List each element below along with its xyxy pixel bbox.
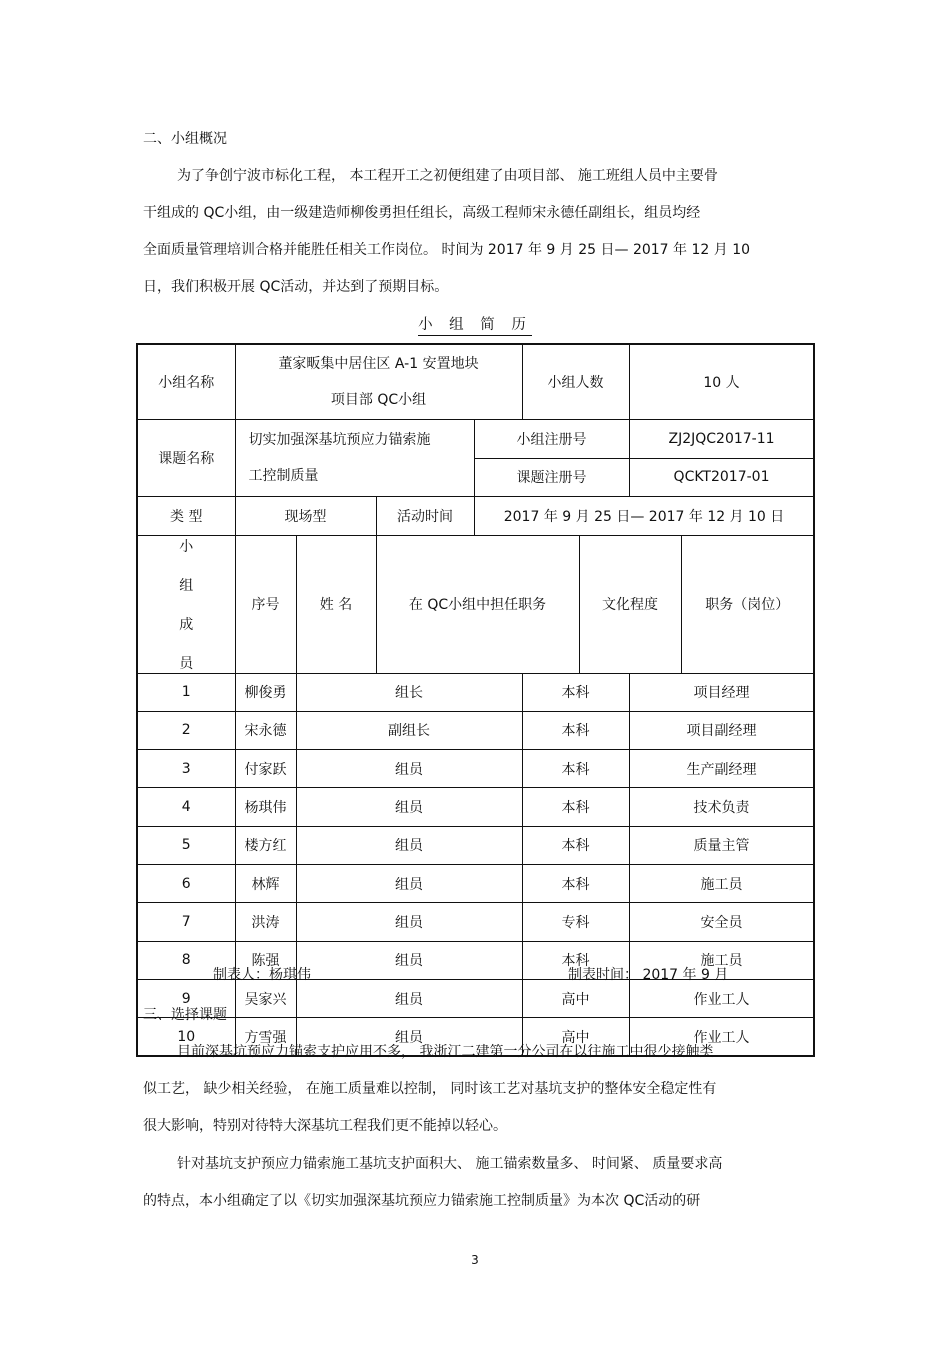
member-name: 陈强 [235, 941, 296, 979]
table-time: 制表时间： 2017 年 9 月 [568, 967, 729, 983]
paragraph-line: 的特点，本小组确定了以《切实加强深基坑预应力锚索施工控制质量》为本次 QC活动的研 [143, 1193, 701, 1209]
member-row [137, 826, 814, 864]
member-education: 本科 [522, 750, 629, 788]
paragraph-line: 很大影响，特别对待特大深基坑工程我们更不能掉以轻心。 [143, 1118, 507, 1134]
member-name: 杨琪伟 [235, 788, 296, 826]
member-name: 付家跃 [235, 750, 296, 788]
member-position: 作业工人 [629, 979, 814, 1017]
member-name: 洪涛 [235, 903, 296, 941]
table-title: 小 组 简 历 [0, 313, 950, 334]
member-index: 2 [137, 711, 235, 749]
member-education: 本科 [522, 826, 629, 864]
member-index: 10 [137, 1018, 235, 1056]
paragraph-line: 目前深基坑预应力锚索支护应用不多， 我浙江二建第一分公司在以往施工中很少接触类 [177, 1044, 714, 1060]
member-role: 组员 [296, 979, 522, 1017]
member-position: 施工员 [629, 941, 814, 979]
member-index: 4 [137, 788, 235, 826]
member-name: 柳俊勇 [235, 673, 296, 711]
member-role: 副组长 [296, 711, 522, 749]
member-index: 7 [137, 903, 235, 941]
member-position: 施工员 [629, 864, 814, 902]
group-name-label: 小组名称 [137, 344, 235, 419]
topic-value: 切实加强深基坑预应力锚索施 工控制质量 [235, 419, 474, 496]
member-position: 生产副经理 [629, 750, 814, 788]
member-name: 吴家兴 [235, 979, 296, 1017]
topic-reg-value: QCKT2017-01 [629, 458, 814, 496]
member-position: 项目经理 [629, 673, 814, 711]
member-row [137, 979, 814, 1017]
group-reg-value: ZJ2JQC2017-11 [629, 419, 814, 458]
member-education: 本科 [522, 864, 629, 902]
member-index: 9 [137, 979, 235, 1017]
member-role: 组员 [296, 750, 522, 788]
member-education: 本科 [522, 788, 629, 826]
type-label: 类 型 [137, 496, 235, 535]
member-role: 组员 [296, 941, 522, 979]
member-index: 1 [137, 673, 235, 711]
member-row [137, 673, 814, 711]
topic-reg-label: 课题注册号 [474, 458, 629, 496]
member-position: 技术负责 [629, 788, 814, 826]
member-row [137, 903, 814, 941]
member-position: 作业工人 [629, 1018, 814, 1056]
member-position: 质量主管 [629, 826, 814, 864]
member-education: 本科 [522, 941, 629, 979]
member-row [137, 788, 814, 826]
activity-time-label: 活动时间 [376, 496, 474, 535]
header-index: 序号 [235, 535, 296, 673]
member-role: 组长 [296, 673, 522, 711]
paragraph-line: 日，我们积极开展 QC活动，并达到了预期目标。 [143, 279, 449, 295]
member-index: 8 [137, 941, 235, 979]
member-name: 方雪强 [235, 1018, 296, 1056]
member-index: 6 [137, 864, 235, 902]
member-role: 组员 [296, 826, 522, 864]
topic-label: 课题名称 [137, 419, 235, 496]
member-row [137, 711, 814, 749]
member-index: 3 [137, 750, 235, 788]
section-heading-3: 三、选择课题 [143, 1007, 227, 1023]
table-maker: 制表人：杨琪伟 [213, 967, 311, 983]
member-position: 项目副经理 [629, 711, 814, 749]
member-role: 组员 [296, 903, 522, 941]
member-row [137, 864, 814, 902]
member-row [137, 750, 814, 788]
group-name-value: 董家畈集中居住区 A-1 安置地块 项目部 QC小组 [235, 344, 522, 419]
member-index: 5 [137, 826, 235, 864]
member-role: 组员 [296, 864, 522, 902]
member-name: 林辉 [235, 864, 296, 902]
member-role: 组员 [296, 788, 522, 826]
member-name: 宋永德 [235, 711, 296, 749]
paragraph-line: 干组成的 QC小组，由一级建造师柳俊勇担任组长，高级工程师宋永德任副组长，组员均经 [143, 205, 701, 221]
member-education: 高中 [522, 979, 629, 1017]
member-role: 组员 [296, 1018, 522, 1056]
header-role: 在 QC小组中担任职务 [376, 535, 579, 673]
type-value: 现场型 [235, 496, 376, 535]
paragraph-line: 全面质量管理培训合格并能胜任相关工作岗位。 时间为 2017 年 9 月 25 日— 2017 年 12 月 10 [143, 242, 751, 258]
member-education: 高中 [522, 1018, 629, 1056]
paragraph-line: 针对基坑支护预应力锚索施工基坑支护面积大、 施工锚索数量多、 时间紧、 质量要求高 [177, 1156, 723, 1172]
page-number: 3 [471, 1253, 479, 1267]
paragraph-line: 似工艺， 缺少相关经验， 在施工质量难以控制， 同时该工艺对基坑支护的整体安全稳定性有 [143, 1081, 717, 1097]
member-education: 专科 [522, 903, 629, 941]
header-education: 文化程度 [579, 535, 681, 673]
header-name: 姓 名 [296, 535, 376, 673]
member-count-value: 10 人 [629, 344, 814, 419]
paragraph-line: 为了争创宁波市标化工程， 本工程开工之初便组建了由项目部、 施工班组人员中主要骨 [177, 168, 718, 184]
member-education: 本科 [522, 711, 629, 749]
activity-time-value: 2017 年 9 月 25 日— 2017 年 12 月 10 日 [474, 496, 814, 535]
member-count-label: 小组人数 [522, 344, 629, 419]
group-reg-label: 小组注册号 [474, 419, 629, 458]
header-position: 职务（岗位） [681, 535, 814, 673]
member-position: 安全员 [629, 903, 814, 941]
group-profile-table [136, 343, 815, 1057]
section-heading-2: 二、小组概况 [143, 131, 227, 147]
member-education: 本科 [522, 673, 629, 711]
members-label: 小 组 成 员 [137, 535, 235, 673]
member-name: 楼方红 [235, 826, 296, 864]
